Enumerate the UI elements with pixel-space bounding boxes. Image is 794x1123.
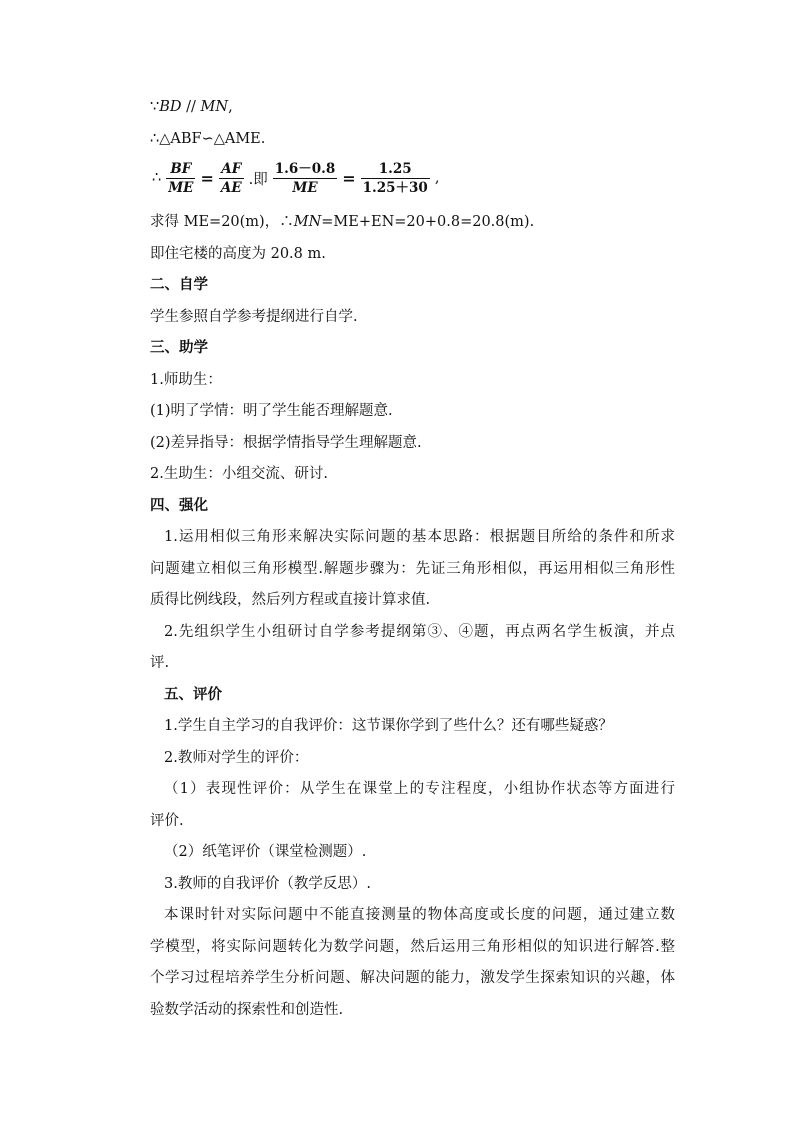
line-performance-eval: （1）表现性评价：从学生在课堂上的专注程度，小组协作状态等方面进行 — [164, 781, 675, 797]
punctuation: , — [228, 99, 233, 115]
fraction-af-ae — [219, 160, 244, 197]
proportion-equation — [150, 156, 441, 200]
segment-mn: MN — [293, 214, 322, 230]
fraction-diff-me — [273, 160, 337, 197]
solve-result: =ME+EN=20+0.8=20.8(m). — [321, 214, 535, 230]
line-student-help: 2.生助生：小组交流、研讨. — [150, 466, 328, 482]
heading-self-study: 二、自学 — [150, 276, 208, 293]
line-performance-eval-cont: 评价. — [150, 813, 184, 829]
line-teacher-evaluation: 2.教师对学生的评价： — [164, 750, 309, 766]
ji-text: .即 — [248, 171, 268, 188]
fraction-denominator: ME — [292, 179, 318, 196]
line-similar-triangles: ∴△ABF∽△AME. — [150, 131, 266, 147]
line-teacher-reflection: 3.教师的自我评价（教学反思）. — [164, 876, 371, 892]
para-summary-line1: 本课时针对实际问题中不能直接测量的物体高度或长度的问题，通过建立数 — [164, 907, 675, 923]
fraction-numerator: BF — [170, 160, 192, 177]
segment-mn: MN — [200, 99, 229, 115]
para-summary-line4: 验数学活动的探索性和创造性. — [150, 1002, 344, 1018]
solve-text: 求得 ME=20(m)，∴ — [150, 214, 294, 230]
fraction-125 — [361, 160, 430, 197]
para-strengthen-1-line3: 质得比例线段，然后列方程或直接计算求值. — [150, 592, 431, 608]
fraction-denominator: ME — [168, 179, 194, 196]
line-understand-situation: (1)明了学情：明了学生能否理解题意. — [150, 403, 393, 419]
fraction-denominator: 1.25＋30 — [362, 179, 428, 196]
para-strengthen-2-line2: 评. — [150, 655, 170, 671]
para-summary-line3: 个学习过程培养学生分析问题、解决问题的能力，激发学生探索知识的兴趣，体 — [150, 970, 675, 986]
para-strengthen-2-line1: 2.先组织学生小组研讨自学参考提纲第③、④题，再点两名学生板演，并点 — [164, 624, 675, 640]
line-height-result: 即住宅楼的高度为 20.8 m. — [150, 246, 326, 262]
line-solve-me — [150, 211, 675, 233]
fraction-bf-me — [166, 160, 195, 197]
line-self-evaluation: 1.学生自主学习的自我评价：这节课你学到了些什么？还有哪些疑惑？ — [164, 718, 613, 734]
parallel-symbol: // — [181, 99, 201, 115]
equals-sign: = — [200, 168, 214, 188]
line-paper-eval: （2）纸笔评价（课堂检测题）. — [164, 844, 367, 860]
therefore-symbol: ∴ — [152, 170, 162, 186]
para-summary-line2: 学模型，将实际问题转化为数学问题，然后运用三角形相似的知识进行解答.整 — [150, 939, 675, 955]
heading-assist: 三、助学 — [150, 339, 208, 356]
line-bd-parallel-mn — [150, 96, 675, 118]
line-teacher-help: 1.师助生： — [150, 372, 222, 388]
fraction-numerator: 1.6－0.8 — [274, 160, 336, 177]
line-differential-guidance: (2)差异指导：根据学情指导学生理解题意. — [150, 435, 422, 451]
heading-evaluation: 五、评价 — [164, 686, 222, 703]
fraction-numerator: 1.25 — [378, 160, 412, 177]
equals-sign: = — [342, 168, 356, 188]
line-self-study: 学生参照自学参考提纲进行自学. — [150, 309, 358, 325]
because-symbol: ∵ — [150, 99, 160, 115]
fraction-numerator: AF — [221, 160, 242, 177]
segment-bd: BD — [159, 99, 182, 115]
heading-strengthen: 四、强化 — [150, 497, 208, 514]
para-strengthen-1-line1: 1.运用相似三角形来解决实际问题的基本思路：根据题目所给的条件和所求 — [164, 529, 675, 545]
punctuation: , — [434, 170, 440, 186]
para-strengthen-1-line2: 问题建立相似三角形模型.解题步骤为：先证三角形相似，再运用相似三角形性 — [150, 561, 675, 577]
fraction-denominator: AE — [220, 179, 242, 196]
